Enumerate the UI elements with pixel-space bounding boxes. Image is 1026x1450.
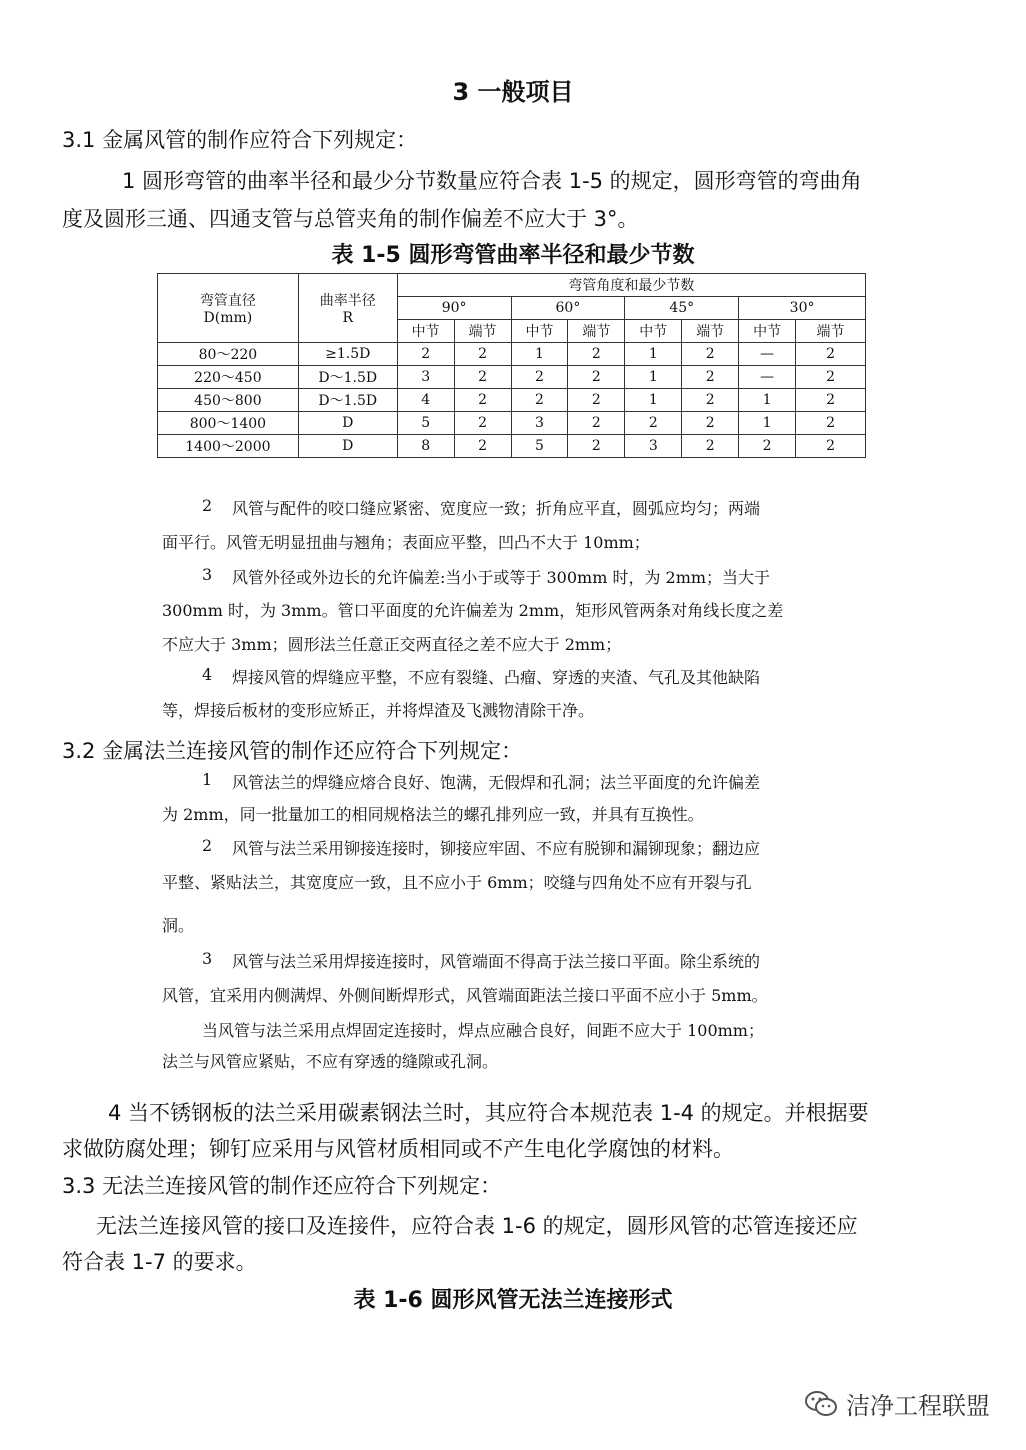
table-cell: 2 [568,412,625,435]
table-cell: ≥1.5D [298,343,397,366]
s31-item4-number: 4 [202,665,213,684]
table-cell: 3 [625,435,682,458]
table-cell: — [739,343,796,366]
table-row [158,412,866,435]
s32-item2-number: 2 [202,836,213,855]
table-cell: D [298,412,397,435]
header-end: 端节 [568,320,625,343]
table-cell: 2 [682,389,739,412]
table-cell: 1 [625,366,682,389]
table-cell: 2 [511,366,568,389]
s32-item4-line1: 4 当不锈钢板的法兰采用碳素钢法兰时，其应符合本规范表 1-4 的规定。并根据要 [108,1101,869,1125]
table-row [158,343,866,366]
s31-item4-line1: 焊接风管的焊缝应平整，不应有裂缝、凸瘤、穿透的夹渣、气孔及其他缺陷 [232,668,761,687]
s32-item4-line2: 求做防腐处理；铆钉应采用与风管材质相同或不产生电化学腐蚀的材料。 [62,1137,734,1161]
header-angle-60: 60° [511,297,625,320]
table-cell: 2 [454,389,511,412]
s32-item2-line1: 风管与法兰采用铆接连接时，铆接应牢固、不应有脱铆和漏铆现象；翻边应 [232,839,761,858]
table-cell: 8 [397,435,454,458]
table-cell: 5 [511,435,568,458]
table-1-5-caption: 表 1-5 圆形弯管曲率半径和最少节数 [331,243,695,268]
table-cell: 2 [568,366,625,389]
header-radius-unit: R [342,310,354,326]
watermark-text: 洁净工程联盟 [846,1392,990,1420]
table-cell: D～1.5D [298,366,397,389]
s32-item1-line2: 为 2mm，同一批量加工的相同规格法兰的螺孔排列应一致，并具有互换性。 [162,805,704,824]
s33-paragraph-line2: 符合表 1-7 的要求。 [62,1250,257,1274]
header-angle-90: 90° [397,297,511,320]
wechat-icon [804,1389,838,1419]
table-cell: 2 [682,366,739,389]
table-cell: 2 [796,343,866,366]
table-cell: 2 [397,343,454,366]
table-cell: 2 [682,435,739,458]
table-row [158,366,866,389]
table-cell: 2 [682,412,739,435]
header-diameter-label: 弯管直径 [199,293,256,309]
table-cell: 2 [454,366,511,389]
s31-item3-line2: 300mm 时，为 3mm。管口平面度的允许偏差为 2mm，矩形风管两条对角线长度之差 [162,601,784,620]
header-radius-label: 曲率半径 [319,293,376,309]
table-cell: 2 [454,435,511,458]
table-cell: 800～1400 [158,412,299,435]
section-3-2-heading: 3.2 金属法兰连接风管的制作还应符合下列规定： [62,739,523,763]
table-cell: 1 [511,343,568,366]
s31-item4-line2: 等，焊接后板材的变形应矫正，并将焊渣及飞溅物清除干净。 [162,701,595,720]
header-diameter-unit: D(mm) [203,310,253,326]
table-cell: 1 [625,343,682,366]
header-middle: 中节 [397,320,454,343]
table-cell: 2 [796,435,866,458]
table-cell: D～1.5D [298,389,397,412]
s32-item3-line3: 当风管与法兰采用点焊固定连接时，焊点应融合良好，间距不应大于 100mm； [202,1021,764,1040]
table-cell: 2 [454,343,511,366]
table-cell: 4 [397,389,454,412]
section-3-3-heading: 3.3 无法兰连接风管的制作还应符合下列规定： [62,1174,502,1198]
s32-item3-line1: 风管与法兰采用焊接连接时，风管端面不得高于法兰接口平面。除尘系统的 [232,952,761,971]
header-middle: 中节 [625,320,682,343]
table-header-row [158,274,866,297]
s33-paragraph-line1: 无法兰连接风管的接口及连接件，应符合表 1-6 的规定，圆形风管的芯管连接还应 [96,1214,858,1238]
section-3-1-heading: 3.1 金属风管的制作应符合下列规定： [62,128,418,152]
table-cell: 2 [796,366,866,389]
table-cell: 1 [739,412,796,435]
header-middle: 中节 [739,320,796,343]
header-end: 端节 [682,320,739,343]
header-angle-45: 45° [625,297,739,320]
s32-item2-line2: 平整、紧贴法兰，其宽度应一致，且不应小于 6mm；咬缝与四角处不应有开裂与孔 [162,873,752,892]
s32-item2-line3: 洞。 [162,916,195,935]
table-cell: 5 [397,412,454,435]
table-cell: 2 [511,389,568,412]
s31-item3-line1: 风管外径或外边长的允许偏差:当小于或等于 300mm 时，为 2mm；当大于 [232,568,771,587]
table-cell: 2 [568,435,625,458]
table-1-6-caption: 表 1-6 圆形风管无法兰连接形式 [353,1288,673,1313]
table-cell: 80～220 [158,343,299,366]
s31-item3-number: 3 [202,565,213,584]
page-title: 3 一般项目 [452,78,574,106]
watermark [804,1386,990,1421]
header-angle-30: 30° [739,297,866,320]
header-radius [298,274,397,343]
table-cell: — [739,366,796,389]
s32-item3-number: 3 [202,949,213,968]
s31-item1-line2: 度及圆形三通、四通支管与总管夹角的制作偏差不应大于 3°。 [62,207,639,231]
table-row [158,435,866,458]
table-cell: 1 [625,389,682,412]
header-middle: 中节 [511,320,568,343]
s31-item3-line3: 不应大于 3mm；圆形法兰任意正交两直径之差不应大于 2mm； [162,635,622,654]
table-cell: 1400～2000 [158,435,299,458]
table-cell: 2 [454,412,511,435]
s31-item2-line2: 面平行。风管无明显扭曲与翘角；表面应平整，凹凸不大于 10mm； [162,533,650,552]
table-cell: 2 [625,412,682,435]
s31-item2-line1: 风管与配件的咬口缝应紧密、宽度应一致；折角应平直，圆弧应均匀；两端 [232,499,761,518]
s31-item2-number: 2 [202,496,213,515]
table-cell: 2 [568,343,625,366]
table-cell: 3 [511,412,568,435]
table-cell: 3 [397,366,454,389]
table-cell: D [298,435,397,458]
table-cell: 2 [682,343,739,366]
table-cell: 2 [739,435,796,458]
header-end: 端节 [454,320,511,343]
table-cell: 2 [796,389,866,412]
header-end: 端节 [796,320,866,343]
header-angle-group: 弯管角度和最少节数 [397,274,865,297]
table-cell: 2 [568,389,625,412]
table-cell: 2 [796,412,866,435]
table-1-5 [157,273,866,458]
table-cell: 1 [739,389,796,412]
s32-item1-line1: 风管法兰的焊缝应熔合良好、饱满，无假焊和孔洞；法兰平面度的允许偏差 [232,773,761,792]
table-cell: 450～800 [158,389,299,412]
table-row [158,389,866,412]
s32-item1-number: 1 [202,770,213,789]
header-diameter [158,274,299,343]
s32-item3-line4: 法兰与风管应紧贴，不应有穿透的缝隙或孔洞。 [162,1052,499,1071]
s31-item1-line1: 1 圆形弯管的曲率半径和最少分节数量应符合表 1-5 的规定，圆形弯管的弯曲角 [122,169,862,193]
table-cell: 220～450 [158,366,299,389]
s32-item3-line2: 风管，宜采用内侧满焊、外侧间断焊形式，风管端面距法兰接口平面不应小于 5mm。 [162,986,768,1005]
